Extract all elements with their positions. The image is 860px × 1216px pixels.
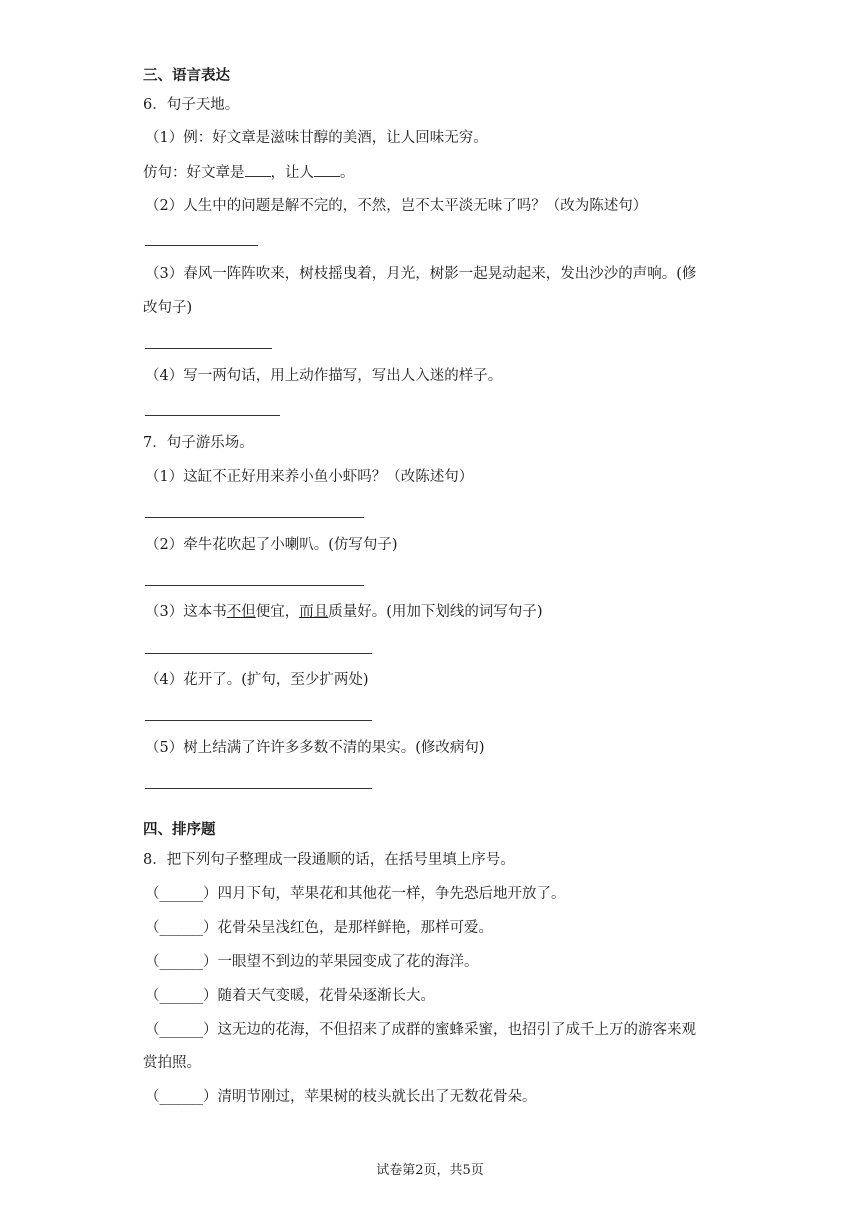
q6-part3-answer-line[interactable] (145, 348, 272, 349)
question-8-title: 8．把下列句子整理成一段通顺的话，在括号里填上序号。 (143, 852, 515, 868)
q7-part5-answer-line[interactable] (145, 788, 372, 789)
q7-part5-prompt: （5）树上结满了许许多多数不清的果实。(修改病句) (145, 740, 485, 756)
q6-answer-blank-2[interactable] (314, 162, 340, 177)
q6-part4-prompt: （4）写一两句话，用上动作描写，写出人入迷的样子。 (145, 368, 503, 384)
question-6-title: 6．句子天地。 (143, 97, 240, 113)
q6-part4-answer-line[interactable] (145, 415, 280, 416)
q7-underlined-word-budan: 不但 (226, 604, 256, 620)
ordering-item[interactable]: （______）随着天气变暖，花骨朵逐渐长大。 (145, 988, 435, 1004)
q6-imitation-text-b: ，让人 (270, 165, 314, 181)
q7-part3-answer-line[interactable] (145, 653, 372, 654)
q7-part4-answer-line[interactable] (145, 720, 372, 721)
section-3-title: 三、语言表达 (143, 67, 230, 84)
ordering-item[interactable]: （______）清明节刚过，苹果树的枝头就长出了无数花骨朵。 (145, 1089, 537, 1105)
ordering-item[interactable]: （______）四月下旬，苹果花和其他花一样，争先恐后地开放了。 (145, 886, 566, 902)
q7-part1-prompt: （1）这缸不正好用来养小鱼小虾吗？（改陈述句） (145, 469, 474, 485)
q6-part2-prompt: （2）人生中的问题是解不完的，不然，岂不太平淡无味了吗？（改为陈述句） (145, 198, 648, 214)
q6-imitation-text-c: 。 (340, 165, 355, 181)
q6-part3-prompt-line2: 改句子) (143, 300, 193, 316)
page-footer: 试卷第2页，共5页 (376, 1163, 484, 1178)
ordering-item[interactable]: （______）一眼望不到边的苹果园变成了花的海洋。 (145, 954, 479, 970)
q7-part2-prompt: （2）牵牛花吹起了小喇叭。(仿写句子) (145, 537, 398, 553)
q7-part3-prompt (145, 602, 543, 622)
q7-part2-answer-line[interactable] (145, 585, 364, 586)
ordering-item[interactable]: （______）花骨朵呈浅红色，是那样鲜艳，那样可爱。 (145, 920, 493, 936)
ordering-item-continuation: 赏拍照。 (143, 1055, 201, 1071)
q6-answer-blank-1[interactable] (245, 162, 271, 177)
q6-imitation-text-a: 仿句：好文章是 (143, 165, 245, 181)
section-4-title: 四、排序题 (143, 821, 216, 838)
q7-part4-prompt: （4）花开了。(扩句，至少扩两处) (145, 672, 369, 688)
q7-underlined-word-erqie: 而且 (299, 604, 329, 620)
q7-part3-text-b: 便宜， (255, 604, 300, 620)
q6-part2-answer-line[interactable] (145, 245, 258, 246)
q6-part3-prompt-line1: （3）春风一阵阵吹来，树枝摇曳着，月光，树影一起晃动起来，发出沙沙的声响。(修 (145, 266, 697, 282)
q6-part1-imitation (143, 162, 355, 183)
question-7-title: 7．句子游乐场。 (143, 435, 254, 451)
q7-part3-text-a: （3）这本书 (145, 604, 227, 620)
ordering-item[interactable]: （______）这无边的花海，不但招来了成群的蜜蜂采蜜，也招引了成千上万的游客来观 (145, 1022, 696, 1038)
q6-part1-example: （1）例：好文章是滋味甘醇的美酒，让人回味无穷。 (145, 130, 488, 146)
q7-part1-answer-line[interactable] (145, 517, 364, 518)
q7-part3-text-c: 质量好。(用加下划线的词写句子) (328, 604, 543, 620)
